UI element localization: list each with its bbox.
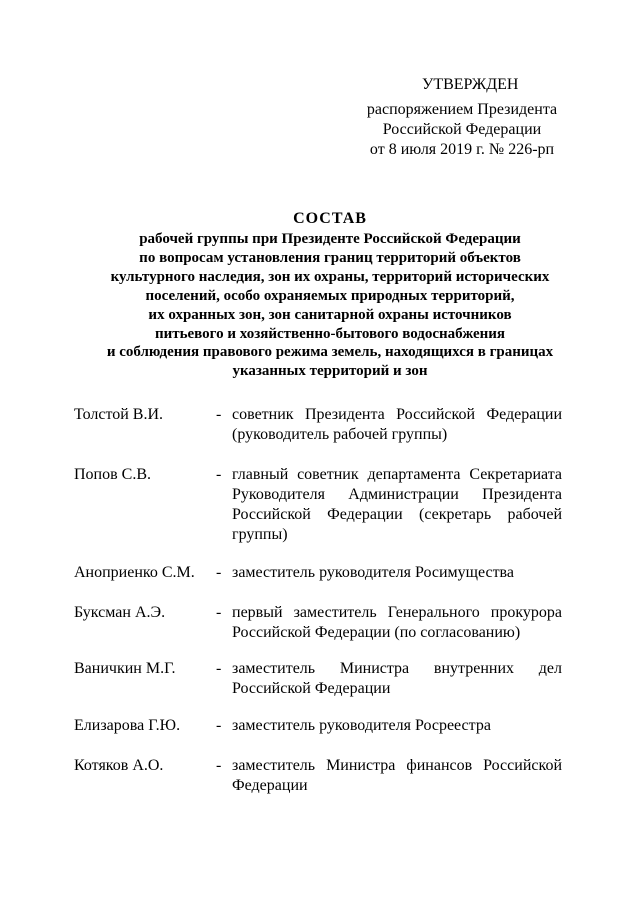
member-role-line: Российской Федерации (секретарь рабочей: [232, 506, 562, 523]
member-role-line: заместитель руководителя Росимущества: [232, 564, 514, 581]
member-role: [232, 716, 562, 736]
member-role: [232, 603, 562, 643]
member-dash: -: [216, 406, 222, 423]
document-subtitle-line: поселений, особо охраняемых природных территорий,: [145, 287, 515, 304]
document-subtitle-line: их охранных зон, зон санитарной охраны источников: [148, 306, 512, 323]
member-dash: -: [216, 717, 222, 734]
document-subtitle-line: рабочей группы при Президенте Российской Федерации: [139, 231, 521, 247]
member-role-line: заместитель Министра внутренних дел: [232, 660, 562, 677]
member-role-line: группы): [232, 526, 288, 543]
member-name: Ваничкин М.Г.: [74, 660, 176, 677]
document-subtitle-line: по вопросам установления границ территорий объектов: [139, 249, 521, 266]
member-role: [232, 563, 562, 583]
member-dash: -: [216, 466, 222, 483]
member-role-line: (руководитель рабочей группы): [232, 426, 448, 443]
approval-line: от 8 июля 2019 г. № 226-рп: [369, 141, 555, 158]
document-subtitle-line: питьевого и хозяйственно-бытового водоснабжения: [154, 325, 506, 342]
member-role-line: заместитель Министра финансов Российской: [232, 757, 562, 774]
member-role: [232, 465, 562, 545]
member-dash: -: [216, 604, 222, 621]
member-name: Буксман А.Э.: [74, 604, 166, 621]
member-name: Котяков А.О.: [74, 757, 164, 774]
member-role: [232, 405, 562, 445]
member-role-line: главный советник департамента Секретариата: [232, 466, 562, 483]
approval-line: распоряжением Президента: [366, 101, 558, 118]
member-name: Елизарова Г.Ю.: [74, 717, 181, 734]
member-role-line: заместитель руководителя Росреестра: [232, 717, 491, 734]
approved-stamp-text: УТВЕРЖДЕН: [422, 76, 519, 93]
member-name: Толстой В.И.: [74, 406, 164, 423]
document-subtitle-line: и соблюдения правового режима земель, находящихся в границах: [106, 344, 554, 361]
member-role-line: Руководителя Администрации Президента: [232, 486, 562, 503]
member-name: Попов С.В.: [74, 466, 152, 483]
member-name: Аноприенко С.М.: [74, 564, 195, 581]
member-dash: -: [216, 660, 222, 677]
member-role-line: Федерации: [232, 777, 308, 794]
member-role-line: первый заместитель Генерального прокурора: [232, 604, 562, 621]
member-dash: -: [216, 757, 222, 774]
member-role-line: Российской Федерации (по согласованию): [232, 624, 521, 641]
document-subtitle-line: указанных территорий и зон: [232, 363, 428, 380]
approval-line: Российской Федерации: [382, 121, 542, 138]
member-role-line: Российской Федерации: [232, 680, 391, 697]
document-subtitle-line: культурного наследия, зон их охраны, территорий исторических: [110, 268, 550, 285]
member-role: [232, 659, 562, 699]
member-role: [232, 756, 562, 796]
member-dash: -: [216, 564, 222, 581]
member-role-line: советник Президента Российской Федерации: [232, 406, 562, 423]
document-title: СОСТАВ: [293, 210, 367, 227]
